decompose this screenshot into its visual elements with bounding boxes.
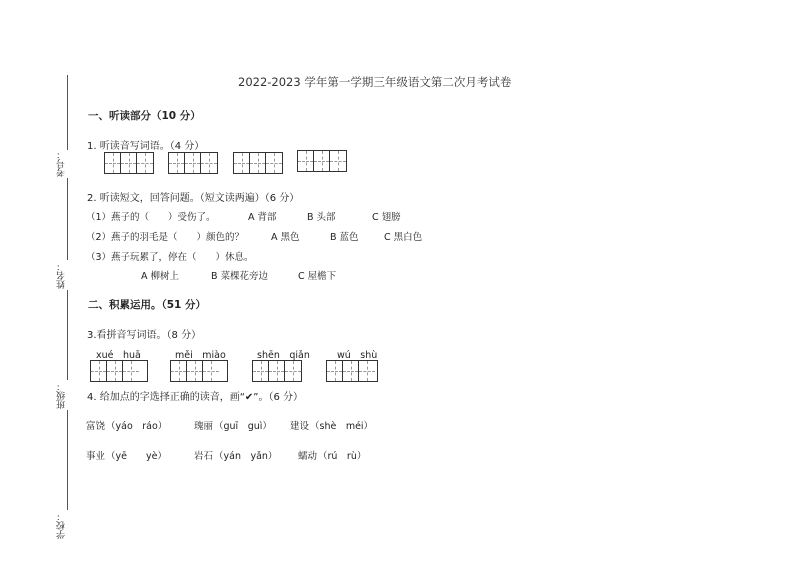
- section-heading: 二、积累运用。（51 分）: [88, 299, 207, 311]
- binding-line: [67, 75, 68, 150]
- q2-item-3-option-c[interactable]: C 屋檐下: [298, 271, 337, 282]
- writing-grid[interactable]: [326, 360, 378, 382]
- q2-item-1-option-b[interactable]: B 头部: [307, 212, 336, 223]
- q2-item-2-option-c[interactable]: C 黑白色: [384, 232, 423, 243]
- class-label: 班级：: [57, 382, 67, 409]
- section-heading: 一、听读部分（10 分）: [88, 110, 201, 122]
- pinyin-prompt: měi miào: [175, 350, 226, 361]
- q2-item-3-option-b[interactable]: B 菜棵花旁边: [211, 271, 269, 282]
- question-3: 3.看拼音写词语。（8 分）: [87, 330, 202, 341]
- q4-word: 建设: [290, 421, 310, 432]
- q4-options[interactable]: （rú rù）: [318, 451, 367, 462]
- q2-item-1-stem: （1）燕子的（ ）受伤了。: [86, 212, 216, 223]
- pinyin-prompt: wú shù: [337, 350, 378, 361]
- school-label: 学校：: [57, 512, 67, 539]
- writing-grid[interactable]: [233, 152, 283, 174]
- question-4: 4. 给加点的字选择正确的读音，画“✔”。（6 分）: [87, 392, 304, 403]
- q4-word: 瑰丽: [194, 421, 214, 432]
- q4-options[interactable]: （yán yǎn）: [214, 451, 278, 462]
- writing-grid[interactable]: [168, 152, 218, 174]
- exam-number-label: 考号：: [57, 150, 67, 177]
- binding-line: [67, 290, 68, 380]
- q4-options[interactable]: （guī guì）: [214, 421, 272, 432]
- q4-word: 岩石: [194, 451, 214, 462]
- q2-item-2-stem: （2）燕子的羽毛是（ ）颜色的？: [86, 232, 245, 243]
- binding-line: [67, 410, 68, 510]
- q4-options[interactable]: （shè méi）: [310, 421, 374, 432]
- q2-item-1-option-a[interactable]: A 背部: [248, 212, 277, 223]
- page-title: 2022-2023 学年第一学期三年级语文第二次月考试卷: [238, 75, 512, 89]
- writing-grid[interactable]: [170, 360, 228, 382]
- binding-line: [67, 178, 68, 260]
- writing-grid[interactable]: [104, 152, 154, 174]
- q4-word: 事业: [86, 451, 106, 462]
- q2-item-2-option-b[interactable]: B 蓝色: [330, 232, 359, 243]
- pinyin-prompt: shēn qiǎn: [257, 350, 310, 361]
- q2-item-2-option-a[interactable]: A 黑色: [271, 232, 300, 243]
- name-label: 姓名：: [57, 262, 67, 289]
- q2-item-3-option-a[interactable]: A 柳树上: [141, 271, 180, 282]
- writing-grid[interactable]: [297, 150, 347, 172]
- q4-word: 富饶: [86, 421, 106, 432]
- q2-item-1-option-c[interactable]: C 翅膀: [372, 212, 401, 223]
- q4-word: 蠕动: [298, 451, 318, 462]
- q4-options[interactable]: （yē yè）: [106, 451, 167, 462]
- pinyin-prompt: xué huā: [96, 350, 141, 361]
- question-1: 1. 听读音写词语。（4 分）: [87, 141, 205, 152]
- q4-options[interactable]: （yáo ráo）: [106, 421, 168, 432]
- q2-item-3-stem: （3）燕子玩累了，停在（ ）休息。: [86, 252, 254, 263]
- writing-grid[interactable]: [252, 360, 302, 382]
- question-2: 2. 听读短文，回答问题。（短文读两遍）（6 分）: [87, 193, 300, 204]
- writing-grid[interactable]: [90, 360, 148, 382]
